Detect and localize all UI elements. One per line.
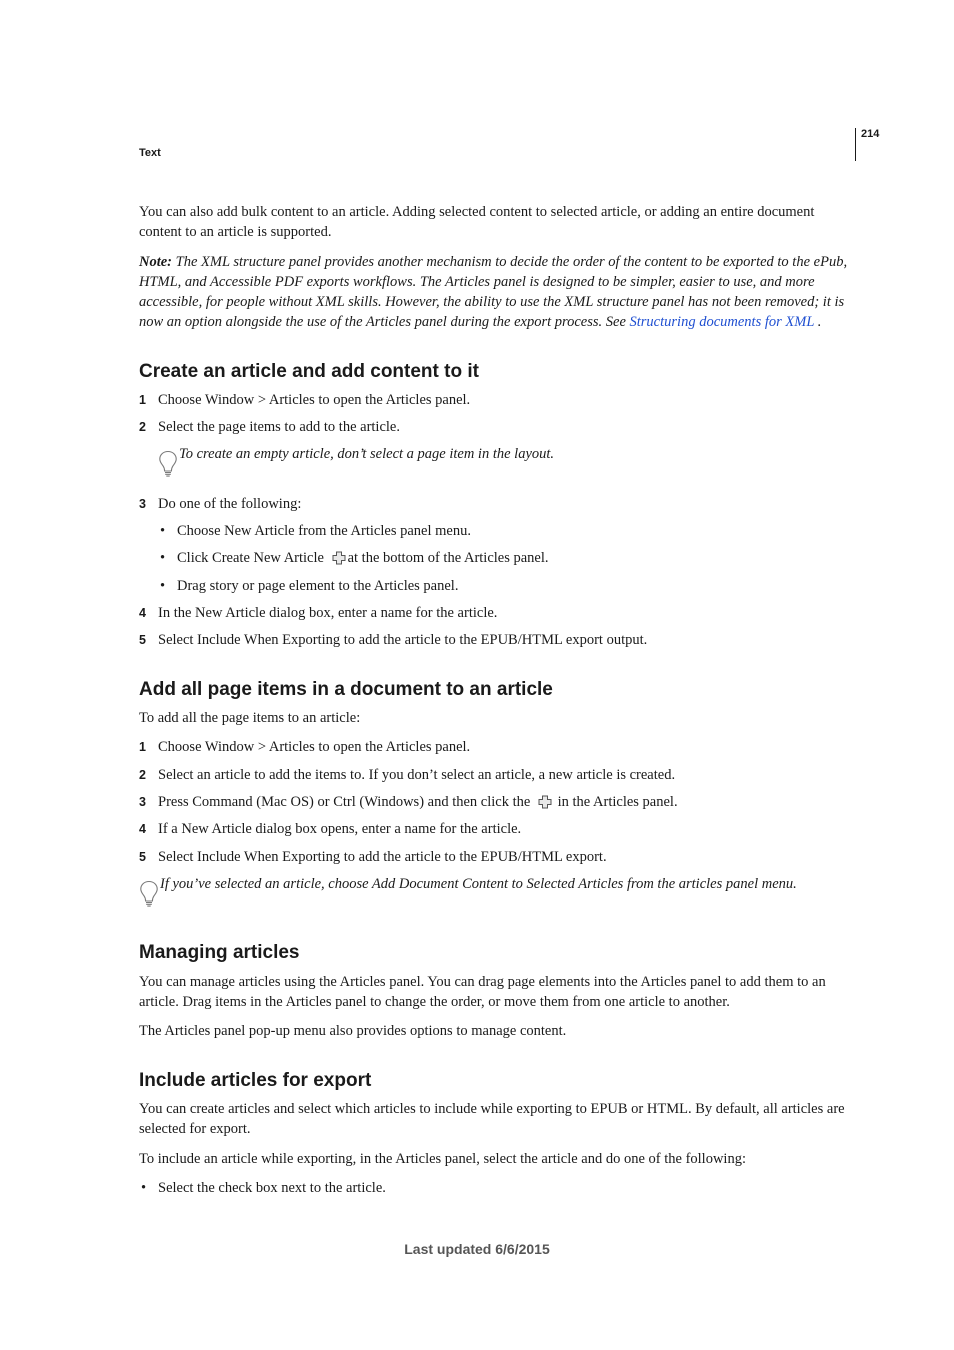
managing-paragraph-1: You can manage articles using the Articles panel. You can drag page elements into the Articles panel to add them to an article. Drag items in the Articles panel to change the order, or move them from one article to another. bbox=[139, 974, 826, 1010]
page-number: 214 bbox=[861, 128, 880, 140]
create-new-article-icon bbox=[538, 795, 552, 809]
bullet-text-before: Click Create New Article bbox=[177, 550, 328, 566]
step-number: 2 bbox=[139, 768, 146, 782]
tip-text: To create an empty article, don’t select a page item in the layout. bbox=[179, 446, 555, 462]
header-rule bbox=[855, 128, 856, 161]
bullet-dot: • bbox=[141, 1180, 147, 1196]
bullet-dot: • bbox=[160, 550, 166, 566]
step-text: Select the page items to add to the article. bbox=[158, 419, 400, 435]
bullet-dot: • bbox=[160, 523, 166, 539]
note-text: The XML structure panel provides another mechanism to decide the order of the content to be exported to the ePub, HTML, and Accessible PDF exports workflows. The Articles panel is designed to be simpler, easier to use, and more accessible, for people without XML skills. However, the ability to use the XML structure panel has not been removed; it is now an option alongside the use of the Articles panel during the export process. See bbox=[139, 254, 848, 330]
step-number: 4 bbox=[139, 822, 146, 836]
step-text: Do one of the following: bbox=[158, 496, 302, 512]
step-number: 1 bbox=[139, 740, 146, 754]
heading-include-articles: Include articles for export bbox=[139, 1070, 372, 1091]
running-head: Text bbox=[139, 147, 161, 159]
step-text: Select Include When Exporting to add the article to the EPUB/HTML export output. bbox=[158, 632, 648, 648]
create-new-article-icon bbox=[332, 551, 346, 565]
note-label: Note: bbox=[139, 254, 173, 270]
lightbulb-icon bbox=[139, 880, 159, 908]
add-all-intro: To add all the page items to an article: bbox=[139, 710, 361, 726]
heading-create-article: Create an article and add content to it bbox=[139, 361, 479, 382]
step-number: 3 bbox=[139, 795, 146, 809]
tip-text: If you’ve selected an article, choose Add Document Content to Selected Articles from the articles panel menu. bbox=[160, 876, 797, 892]
step-number: 3 bbox=[139, 497, 146, 511]
note-end: . bbox=[814, 314, 822, 330]
bullet-text: Drag story or page element to the Articles panel. bbox=[177, 578, 459, 594]
structuring-xml-link[interactable]: Structuring documents for XML bbox=[629, 314, 815, 330]
step-text: Select Include When Exporting to add the article to the EPUB/HTML export. bbox=[158, 849, 607, 865]
step-text-before: Press Command (Mac OS) or Ctrl (Windows) and then click the bbox=[158, 794, 534, 810]
step-text bbox=[158, 792, 678, 812]
heading-add-all-page-items: Add all page items in a document to an article bbox=[139, 679, 553, 700]
step-text: Choose Window > Articles to open the Articles panel. bbox=[158, 739, 471, 755]
step-number: 2 bbox=[139, 420, 146, 434]
bulk-content-paragraph: You can also add bulk content to an article. Adding selected content to selected article, or adding an entire document content to an article is supported. bbox=[139, 204, 815, 240]
step-text-after: in the Articles panel. bbox=[553, 794, 678, 810]
last-updated: Last updated 6/6/2015 bbox=[404, 1241, 550, 1257]
bullet-text-after: at the bottom of the Articles panel. bbox=[347, 550, 549, 566]
managing-paragraph-2: The Articles panel pop-up menu also provides options to manage content. bbox=[139, 1023, 567, 1039]
lightbulb-icon bbox=[158, 450, 178, 478]
include-paragraph-1: You can create articles and select which articles to include while exporting to EPUB or HTML. By default, all articles are selected for export. bbox=[139, 1101, 845, 1137]
bullet-dot: • bbox=[160, 578, 166, 594]
include-paragraph-2: To include an article while exporting, in the Articles panel, select the article and do one of the following: bbox=[139, 1151, 746, 1167]
step-text: If a New Article dialog box opens, enter a name for the article. bbox=[158, 821, 522, 837]
step-text: Select an article to add the items to. If you don’t select an article, a new article is created. bbox=[158, 767, 676, 783]
bullet-text: Select the check box next to the article. bbox=[158, 1180, 386, 1196]
bullet-text: Choose New Article from the Articles panel menu. bbox=[177, 523, 471, 539]
step-text: In the New Article dialog box, enter a name for the article. bbox=[158, 605, 498, 621]
bullet-text bbox=[177, 548, 549, 568]
xml-note bbox=[139, 252, 851, 332]
step-number: 5 bbox=[139, 633, 146, 647]
step-text: Choose Window > Articles to open the Articles panel. bbox=[158, 392, 471, 408]
step-number: 4 bbox=[139, 606, 146, 620]
heading-managing-articles: Managing articles bbox=[139, 942, 300, 963]
step-number: 5 bbox=[139, 850, 146, 864]
step-number: 1 bbox=[139, 393, 146, 407]
